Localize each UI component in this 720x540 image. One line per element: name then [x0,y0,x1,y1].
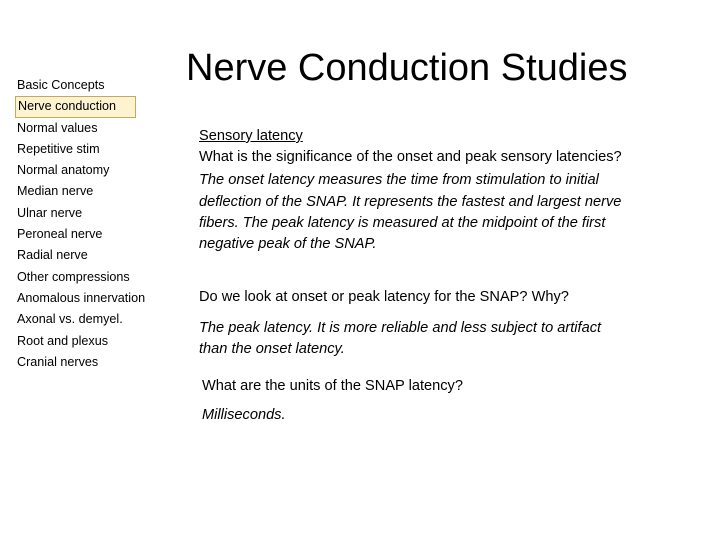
sidebar-item-ulnar-nerve[interactable]: Ulnar nerve [17,205,83,220]
sidebar-item-other-compressions[interactable]: Other compressions [17,269,130,284]
sidebar-item-normal-anatomy[interactable]: Normal anatomy [17,163,110,178]
sidebar-item-cranial-nerves[interactable]: Cranial nerves [17,354,99,369]
sidebar-item-radial-nerve[interactable]: Radial nerve [17,248,88,263]
sidebar-item-basic-concepts[interactable]: Basic Concepts [17,78,105,92]
sidebar-item-repetitive-stim[interactable]: Repetitive stim [17,141,100,156]
sidebar-item-root-and-plexus[interactable]: Root and plexus [17,333,109,348]
question-1: What is the significance of the onset and peak sensory latencies? [199,149,622,166]
sidebar-nav [15,75,175,373]
question-block-1 [199,126,639,255]
sidebar-item-peroneal-nerve[interactable]: Peroneal nerve [17,227,103,242]
question-2: Do we look at onset or peak latency for the SNAP? Why? [199,289,569,305]
sidebar-item-anomalous-innervation[interactable]: Anomalous innervation [17,290,146,305]
answer-3: Milliseconds. [202,407,286,423]
sidebar-item-nerve-conduction[interactable]: Nerve conduction [15,96,136,117]
question-3: What are the units of the SNAP latency? [202,378,463,394]
sidebar-item-axonal-vs-demyel[interactable]: Axonal vs. demyel. [17,312,123,327]
answer-1: The onset latency measures the time from stimulation to initial deflection of the SNAP. It represents the fastest and largest nerve fibers. The peak latency is measured at the midpoint of the first negative peak of the SNAP. [199,172,622,253]
answer-2: The peak latency. It is more reliable and less subject to artifact than the onset latency. [199,320,602,358]
page-title: Nerve Conduction Studies [186,47,628,89]
section-heading: Sensory latency [199,128,303,144]
sidebar-item-normal-values[interactable]: Normal values [17,120,98,135]
sidebar-item-median-nerve[interactable]: Median nerve [17,184,94,199]
